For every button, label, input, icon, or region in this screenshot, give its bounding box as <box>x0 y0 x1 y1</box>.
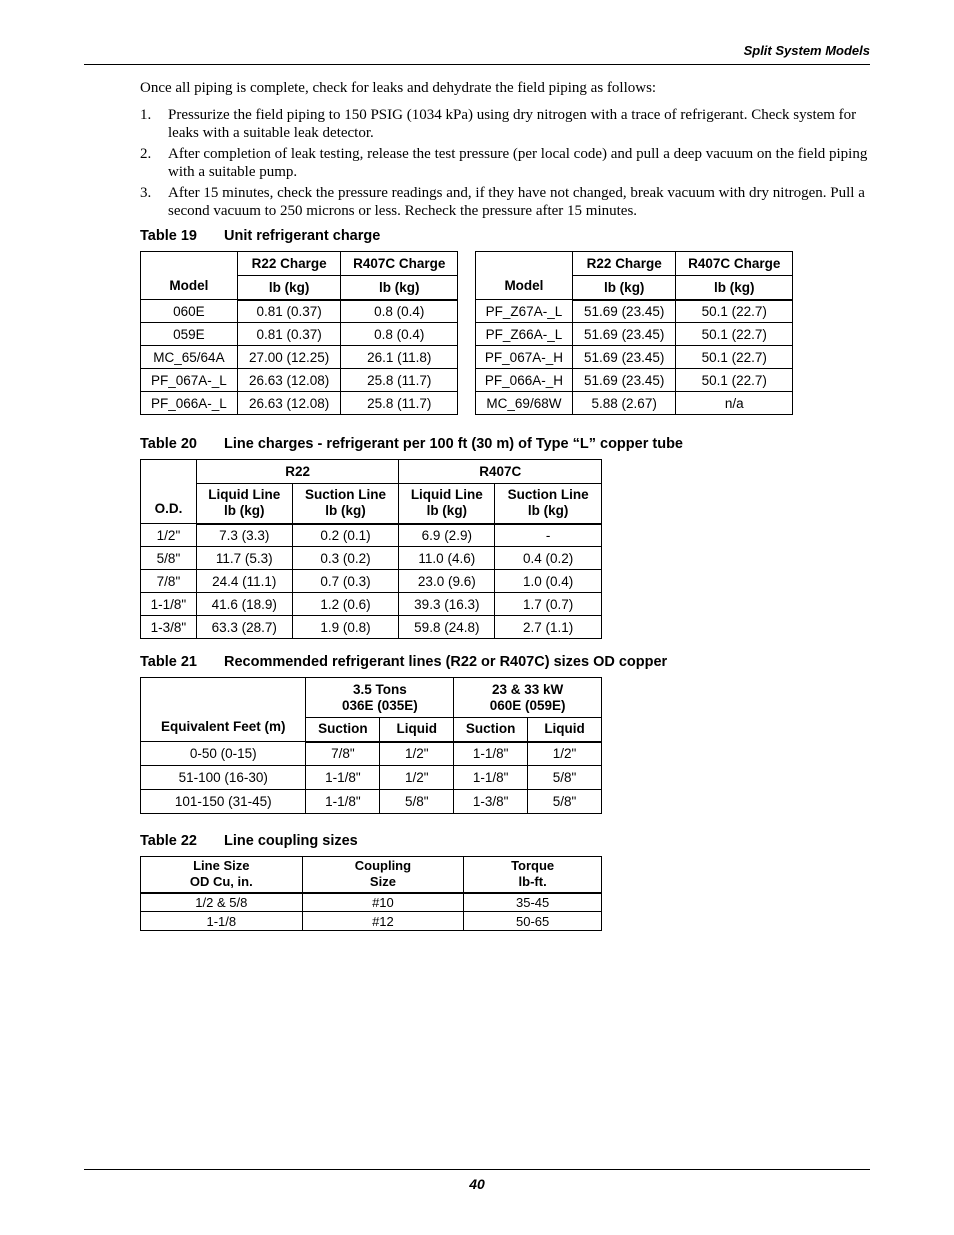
table21-cell: 5/8" <box>380 790 454 814</box>
table20-cell: 0.3 (0.2) <box>292 547 399 570</box>
table20-cell: 1.2 (0.6) <box>292 593 399 616</box>
table21-group2-header <box>454 678 602 718</box>
table20-cell: 2.7 (1.1) <box>495 616 602 639</box>
table20-cell: 11.0 (4.6) <box>399 547 495 570</box>
table22-torque-header <box>464 857 602 893</box>
table19-right-unit: lb (kg) <box>676 276 793 300</box>
table19-left-row <box>141 392 458 415</box>
table21-cell: 5/8" <box>528 766 602 790</box>
table20-cell: 1-3/8" <box>141 616 197 639</box>
group-line: 036E (035E) <box>341 697 418 713</box>
table20-cell: 0.4 (0.2) <box>495 547 602 570</box>
table19-right-cell: 51.69 (23.45) <box>572 323 676 346</box>
table21-row <box>141 790 602 814</box>
table22-row <box>141 893 602 912</box>
col-unit: lb (kg) <box>527 503 569 519</box>
table20-cell: 1.9 (0.8) <box>292 616 399 639</box>
col-unit: lb (kg) <box>426 503 468 519</box>
table19-left-cell: 25.8 (11.7) <box>341 392 458 415</box>
table21-cell: 7/8" <box>306 742 380 766</box>
table19-left <box>140 251 458 415</box>
table20-r22-header: R22 <box>196 460 399 484</box>
table20-od-header: O.D. <box>141 460 197 524</box>
table20-row <box>141 570 602 593</box>
table19-left-cell: 26.63 (12.08) <box>237 369 341 392</box>
step-item <box>140 106 870 142</box>
table21-cell: 1-1/8" <box>306 766 380 790</box>
col-label: Liquid Line <box>410 487 483 503</box>
table19-left-row <box>141 346 458 369</box>
table22-cell: 1/2 & 5/8 <box>141 893 303 912</box>
table19-right-cell: n/a <box>676 392 793 415</box>
table22-line-size-header <box>141 857 303 893</box>
table19-left-cell: PF_067A-_L <box>141 369 238 392</box>
footer-rule <box>84 1169 870 1170</box>
table20-liquid-header <box>399 484 495 524</box>
head-line: Line Size <box>193 858 250 874</box>
group-line: 23 & 33 kW <box>491 681 564 697</box>
table19-title: Unit refrigerant charge <box>224 228 381 244</box>
table20 <box>140 459 602 639</box>
table19-left-cell: 0.8 (0.4) <box>341 323 458 346</box>
table20-cell: 24.4 (11.1) <box>196 570 292 593</box>
table19-left-cell: 060E <box>141 300 238 323</box>
table19-right-cell: MC_69/68W <box>476 392 573 415</box>
table19-left-row <box>141 369 458 392</box>
table19-left-cell: PF_066A-_L <box>141 392 238 415</box>
table19-right-cell: PF_Z66A-_L <box>476 323 573 346</box>
head-line: Torque <box>511 858 555 874</box>
table19-left-r407c-header: R407C Charge <box>341 252 458 276</box>
table19-right-cell: 51.69 (23.45) <box>572 369 676 392</box>
table19-right-cell: 5.88 (2.67) <box>572 392 676 415</box>
table19-right-r407c-header: R407C Charge <box>676 252 793 276</box>
table19-left-cell: MC_65/64A <box>141 346 238 369</box>
table20-suction-header <box>292 484 399 524</box>
table19-right-cell: PF_067A-_H <box>476 346 573 369</box>
table21-cell: 1-1/8" <box>306 790 380 814</box>
table19-left-unit: lb (kg) <box>341 276 458 300</box>
table20-row <box>141 547 602 570</box>
table20-cell: 23.0 (9.6) <box>399 570 495 593</box>
table19-right-row <box>476 346 793 369</box>
table19-right-r22-header: R22 Charge <box>572 252 676 276</box>
table20-cell: 5/8" <box>141 547 197 570</box>
table20-cell: 11.7 (5.3) <box>196 547 292 570</box>
table22-cell: #12 <box>302 912 464 931</box>
step-item <box>140 184 870 220</box>
col-unit: lb (kg) <box>325 503 366 519</box>
table21-liquid-header: Liquid <box>380 718 454 742</box>
table21-row <box>141 766 602 790</box>
table19-right-cell: PF_066A-_H <box>476 369 573 392</box>
table19-right-model-header: Model <box>476 252 573 300</box>
table20-row <box>141 593 602 616</box>
table20-cell: 0.2 (0.1) <box>292 524 399 547</box>
table21-title: Recommended refrigerant lines (R22 or R407C) sizes OD copper <box>224 654 668 670</box>
table19-right-cell: 50.1 (22.7) <box>676 369 793 392</box>
table21-cell: 1/2" <box>380 742 454 766</box>
table20-cell: 39.3 (16.3) <box>399 593 495 616</box>
table20-suction-header <box>495 484 602 524</box>
table20-caption <box>140 436 683 452</box>
table21-cell: 1/2" <box>380 766 454 790</box>
table22-cell: #10 <box>302 893 464 912</box>
table20-row <box>141 616 602 639</box>
head-line: OD Cu, in. <box>189 874 253 890</box>
table20-cell: 41.6 (18.9) <box>196 593 292 616</box>
table19-left-unit: lb (kg) <box>237 276 341 300</box>
table20-cell: 1/2" <box>141 524 197 547</box>
step-number: 1. <box>140 107 152 123</box>
table19-left-row <box>141 300 458 323</box>
table21 <box>140 677 602 814</box>
table21-number: Table 21 <box>140 654 197 670</box>
table22-cell: 1-1/8 <box>141 912 303 931</box>
step-text: Pressurize the field piping to 150 PSIG (1034 kPa) using dry nitrogen with a trace of refrigerant. Check system for leaks with a suitable leak detector. <box>168 107 857 141</box>
table20-cell: 0.7 (0.3) <box>292 570 399 593</box>
table21-cell: 1-1/8" <box>454 766 528 790</box>
page-number: 40 <box>469 1176 485 1192</box>
step-number: 3. <box>140 185 152 201</box>
table22-caption <box>140 833 358 849</box>
table22-cell: 35-45 <box>464 893 602 912</box>
table21-suction-header: Suction <box>306 718 380 742</box>
table20-title: Line charges - refrigerant per 100 ft (30 m) of Type “L” copper tube <box>224 436 683 452</box>
table19-left-cell: 0.81 (0.37) <box>237 323 341 346</box>
procedure-steps <box>140 106 870 223</box>
table19-right-row <box>476 300 793 323</box>
step-text: After completion of leak testing, release the test pressure (per local code) and pull a deep vacuum on the field piping with a suitable pump. <box>168 146 868 180</box>
table22-row <box>141 912 602 931</box>
group-line: 060E (059E) <box>489 697 566 713</box>
table21-cell: 51-100 (16-30) <box>141 766 306 790</box>
table20-cell: 63.3 (28.7) <box>196 616 292 639</box>
table20-cell: 1-1/8" <box>141 593 197 616</box>
section-title: Split System Models <box>743 43 870 58</box>
table19-left-r22-header: R22 Charge <box>237 252 341 276</box>
table20-cell: 1.0 (0.4) <box>495 570 602 593</box>
table19-left-cell: 26.1 (11.8) <box>341 346 458 369</box>
table19-caption <box>140 228 380 244</box>
table21-cell: 101-150 (31-45) <box>141 790 306 814</box>
col-label: Liquid Line <box>208 487 281 503</box>
table19-right-cell: 51.69 (23.45) <box>572 346 676 369</box>
col-label: Suction Line <box>305 487 387 503</box>
col-label: Suction Line <box>507 487 589 503</box>
table22-cell: 50-65 <box>464 912 602 931</box>
table21-cell: 1/2" <box>528 742 602 766</box>
table19-right-cell: 51.69 (23.45) <box>572 300 676 323</box>
head-line: Size <box>369 874 396 890</box>
table21-group1-header <box>306 678 454 718</box>
table20-cell: 7.3 (3.3) <box>196 524 292 547</box>
col-unit: lb (kg) <box>224 503 265 519</box>
table22-title: Line coupling sizes <box>224 833 358 849</box>
table21-caption <box>140 654 667 670</box>
table19-left-row <box>141 323 458 346</box>
table21-cell: 1-3/8" <box>454 790 528 814</box>
step-text: After 15 minutes, check the pressure readings and, if they have not changed, break vacuum with dry nitrogen. Pull a second vacuum to 250 microns or less. Recheck the pressure after 15 minutes. <box>168 185 865 219</box>
table19-number: Table 19 <box>140 228 197 244</box>
header-rule <box>84 64 870 65</box>
table19-left-cell: 26.63 (12.08) <box>237 392 341 415</box>
table19-right-cell: 50.1 (22.7) <box>676 323 793 346</box>
table21-cell: 1-1/8" <box>454 742 528 766</box>
table21-cell: 5/8" <box>528 790 602 814</box>
table20-row <box>141 524 602 547</box>
table20-liquid-header <box>196 484 292 524</box>
table21-cell: 0-50 (0-15) <box>141 742 306 766</box>
table21-row <box>141 742 602 766</box>
table19-right-cell: 50.1 (22.7) <box>676 300 793 323</box>
step-number: 2. <box>140 146 152 162</box>
table21-liquid-header: Liquid <box>528 718 602 742</box>
table20-cell: 6.9 (2.9) <box>399 524 495 547</box>
table20-cell: 1.7 (0.7) <box>495 593 602 616</box>
table19-left-model-header: Model <box>141 252 238 300</box>
table20-r407c-header: R407C <box>399 460 602 484</box>
table20-cell: - <box>495 524 602 547</box>
table19-left-cell: 059E <box>141 323 238 346</box>
intro-paragraph: Once all piping is complete, check for leaks and dehydrate the field piping as follows: <box>140 80 657 96</box>
table20-cell: 59.8 (24.8) <box>399 616 495 639</box>
head-line: Coupling <box>354 858 412 874</box>
table19-right <box>475 251 793 415</box>
table21-equiv-header: Equivalent Feet (m) <box>141 678 306 742</box>
table20-number: Table 20 <box>140 436 197 452</box>
table22-coupling-header <box>302 857 464 893</box>
table19-right-unit: lb (kg) <box>572 276 676 300</box>
table22-number: Table 22 <box>140 833 197 849</box>
table19-left-cell: 27.00 (12.25) <box>237 346 341 369</box>
head-line: lb-ft. <box>518 874 547 890</box>
table19-right-row <box>476 369 793 392</box>
step-item <box>140 145 870 181</box>
table19-right-cell: 50.1 (22.7) <box>676 346 793 369</box>
table21-suction-header: Suction <box>454 718 528 742</box>
table19-right-row <box>476 323 793 346</box>
group-line: 3.5 Tons <box>352 681 407 697</box>
table19-left-cell: 0.8 (0.4) <box>341 300 458 323</box>
table20-cell: 7/8" <box>141 570 197 593</box>
table19-left-cell: 0.81 (0.37) <box>237 300 341 323</box>
table19-right-row <box>476 392 793 415</box>
table19-left-cell: 25.8 (11.7) <box>341 369 458 392</box>
table22 <box>140 856 602 931</box>
table19-right-cell: PF_Z67A-_L <box>476 300 573 323</box>
